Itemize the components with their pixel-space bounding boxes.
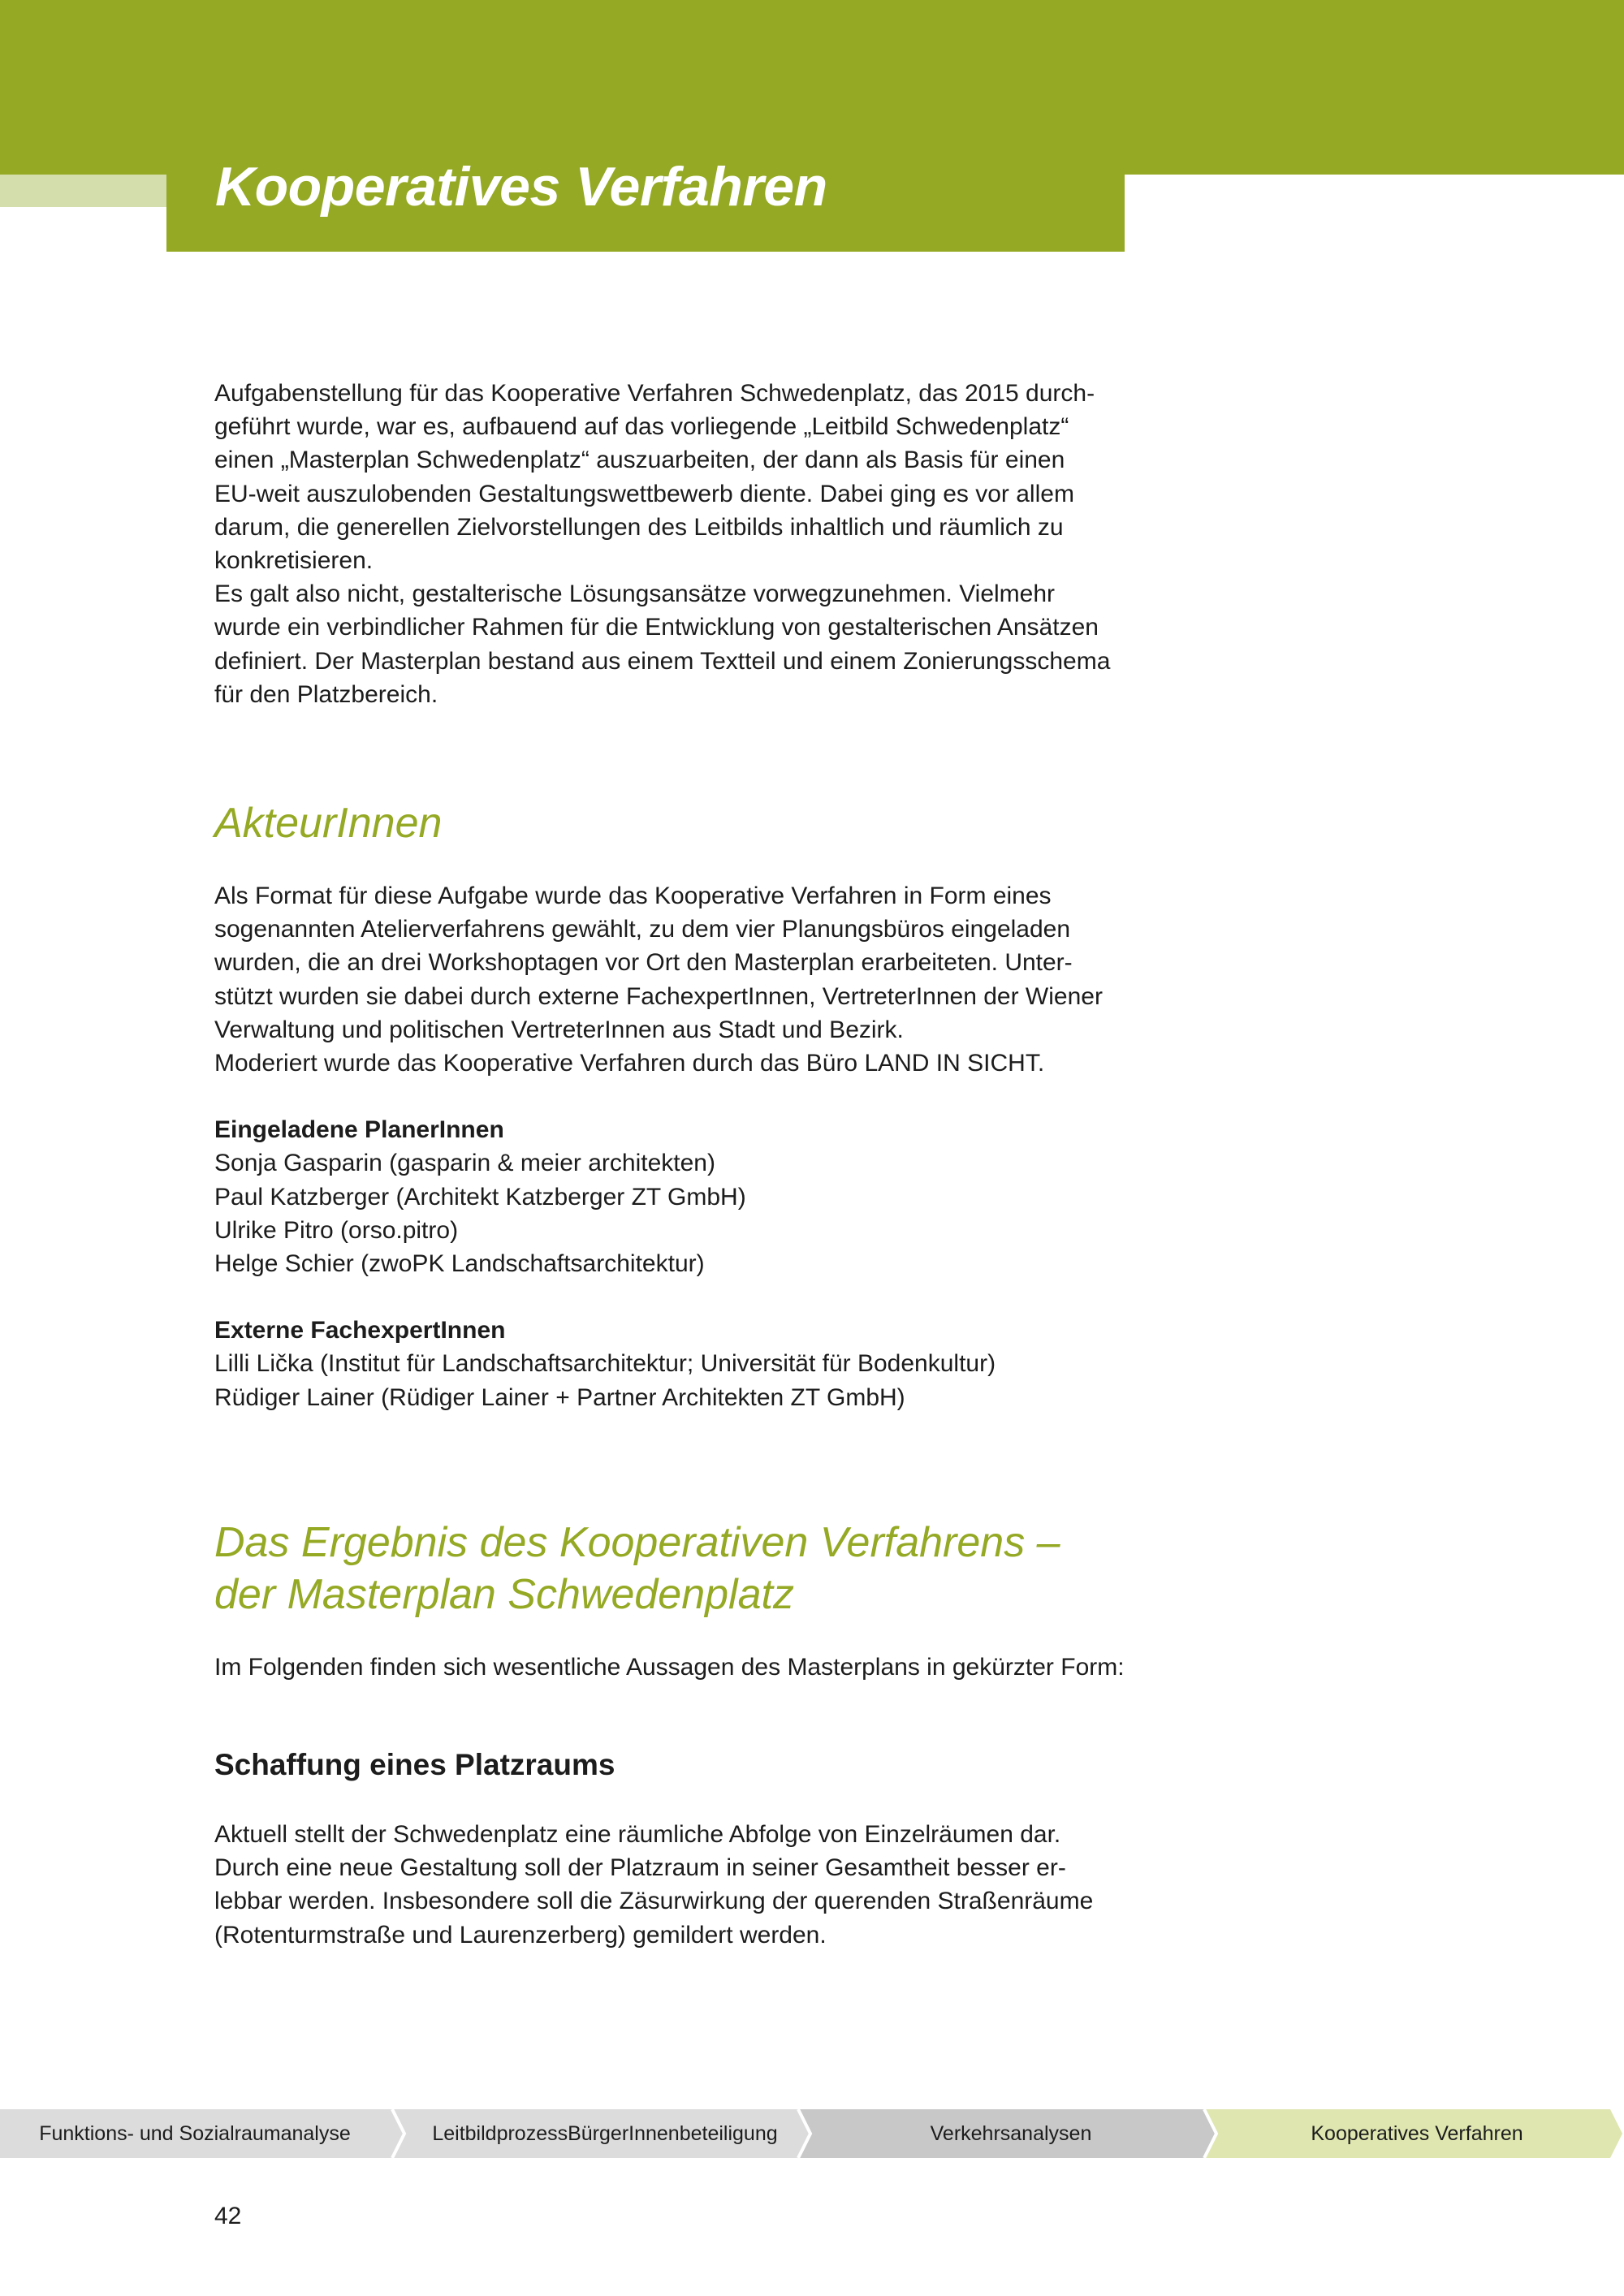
planer-list: [214, 1146, 1140, 1280]
chapter-navigation: [0, 2109, 1624, 2158]
akteure-paragraph-1: Als Format für diese Aufgabe wurde das Kooperative Verfahren in Form eines sogenannten Atelierverfahrens gewählt, zu dem vier Planungsbüros eingeladen wurden, die an drei Workshoptagen vor Ort den Masterplan erarbeiteten. Unter- stützt wurden sie dabei durch externe FachexpertInnen, VertreterInnen der Wiener Verwaltung und politischen VertreterInnen aus Stadt und Bezirk.: [214, 883, 1103, 1043]
list-item: Ulrike Pitro (orso.pitro): [214, 1216, 459, 1244]
list-item: Lilli Lička (Institut für Landschaftsarchitektur; Universität für Bodenkultur): [214, 1350, 996, 1378]
experten-heading: Externe FachexpertInnen: [214, 1317, 506, 1344]
intro-text: [214, 377, 1140, 711]
page-title: Kooperatives Verfahren: [215, 156, 827, 218]
header-accent-strip: [0, 175, 166, 207]
ergebnis-text: Aktuell stellt der Schwedenplatz eine räumliche Abfolge von Einzelräumen dar. Durch eine neue Gestaltung soll der Platzraum in seiner Gesamtheit besser er- lebbar werden. Insbesondere soll die Zäsurwirkung der querenden Straßenräume (Rotenturmstraße und Laurenzerberg) gemildert werden.: [214, 1821, 1094, 1949]
planer-heading: Eingeladene PlanerInnen: [214, 1116, 504, 1144]
list-item: Sonja Gasparin (gasparin & meier architekten): [214, 1150, 715, 1177]
list-item: Helge Schier (zwoPK Landschaftsarchitektur): [214, 1250, 705, 1278]
nav-item-funktionsanalyse[interactable]: Funktions- und Sozialraumanalyse: [39, 2122, 351, 2145]
akteure-text: [214, 879, 1140, 1414]
intro-paragraph-1: Aufgabenstellung für das Kooperative Verfahren Schwedenplatz, das 2015 durch- geführt wurde, war es, aufbauend auf das vorliegende „Leitbild Schwedenplatz“ einen „Masterplan Schwedenplatz“ auszuarbeiten, der dann als Basis für einen EU-weit auszulobenden Gestaltungswettbewerb diente. Dabei ging es vor allem darum, die generellen Zielvorstellungen des Leitbilds inhaltlich und räumlich zu konkretisieren.: [214, 380, 1095, 575]
list-item: Paul Katzberger (Architekt Katzberger ZT GmbH): [214, 1183, 746, 1211]
ergebnis-intro: Im Folgenden finden sich wesentliche Aussagen des Masterplans in gekürzter Form:: [214, 1654, 1125, 1681]
nav-item-verkehrsanalysen[interactable]: Verkehrsanalysen: [930, 2122, 1092, 2145]
header-band: [0, 0, 1624, 175]
akteure-heading: AkteurInnen: [214, 800, 443, 847]
page-number: 42: [214, 2203, 242, 2229]
nav-item-leitbildprozess[interactable]: LeitbildprozessBürgerInnenbeteiligung: [432, 2122, 778, 2145]
ergebnis-heading: Das Ergebnis des Kooperativen Verfahrens – der Masterplan Schwedenplatz: [214, 1519, 1060, 1618]
experten-list: [214, 1347, 1140, 1413]
intro-paragraph-2: Es galt also nicht, gestalterische Lösungsansätze vorwegzunehmen. Vielmehr wurde ein verbindlicher Rahmen für die Entwicklung von gestalterischen Ansätzen definiert. Der Masterplan bestand aus einem Textteil und einem Zonierungsschema für den Platzbereich.: [214, 580, 1111, 708]
list-item: Rüdiger Lainer (Rüdiger Lainer + Partner Architekten ZT GmbH): [214, 1383, 905, 1411]
ergebnis-subheading: Schaffung eines Platzraums: [214, 1748, 615, 1781]
akteure-paragraph-2: Moderiert wurde das Kooperative Verfahren durch das Büro LAND IN SICHT.: [214, 1050, 1045, 1077]
nav-item-kooperatives-verfahren[interactable]: Kooperatives Verfahren: [1311, 2122, 1523, 2145]
